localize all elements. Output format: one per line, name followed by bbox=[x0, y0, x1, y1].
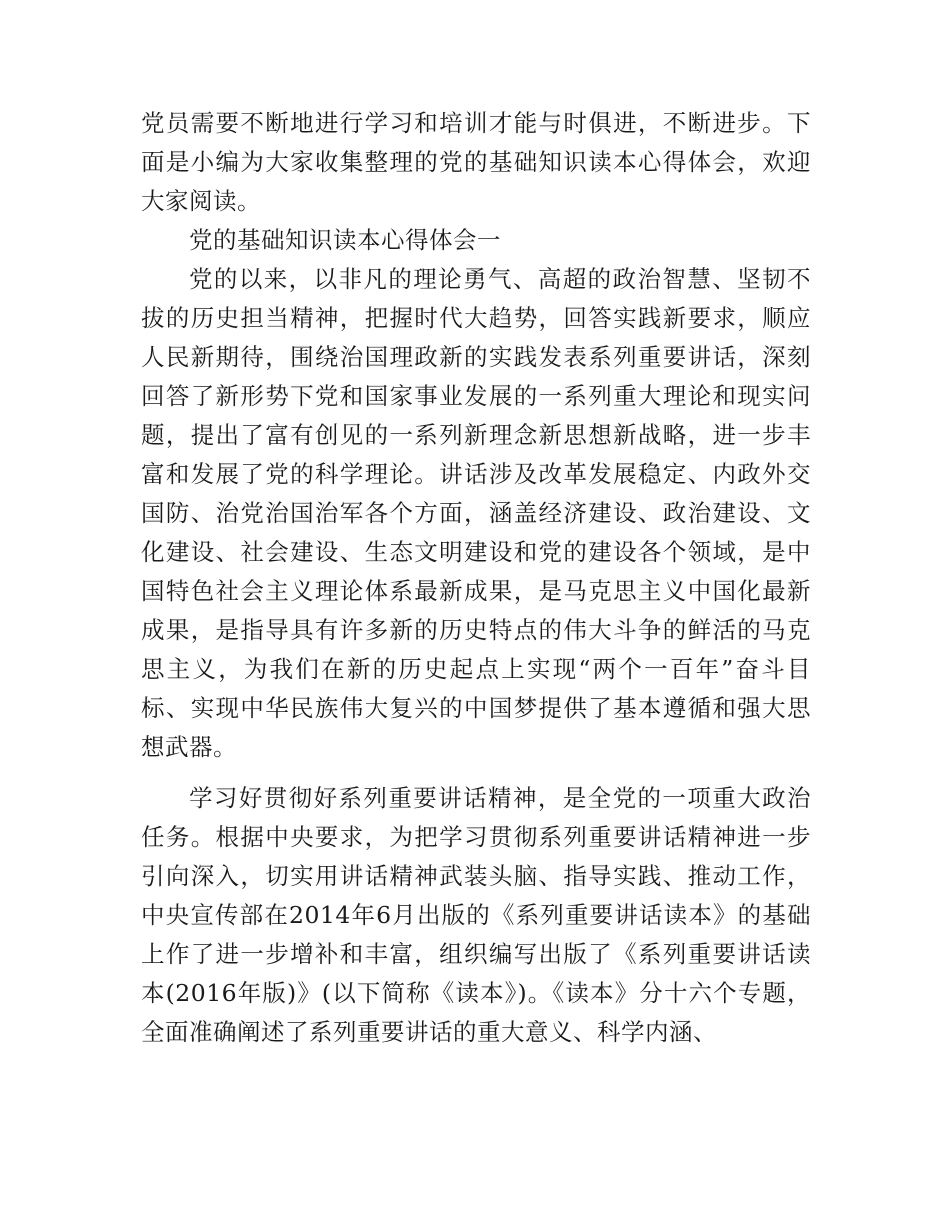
body-paragraph-1: 党的以来，以非凡的理论勇气、高超的政治智慧、坚韧不拔的历史担当精神，把握时代大趋势，回答实践新要求，顺应人民新期待，围绕治国理政新的实践发表系列重要讲话，深刻回答了新形势下党和国家事业发展的一系列重大理论和现实问题，提出了富有创见的一系列新理念新思想新战略，进一步丰富和发展了党的科学理论。讲话涉及改革发展稳定、内政外交国防、治党治国治军各个方面，涵盖经济建设、政治建设、文化建设、社会建设、生态文明建设和党的建设各个领域，是中国特色社会主义理论体系最新成果，是马克思主义中国化最新成果，是指导具有许多新的历史特点的伟大斗争的鲜活的马克思主义，为我们在新的历史起点上实现“两个一百年”奋斗目标、实现中华民族伟大复兴的中国梦提供了基本遵循和强大思想武器。 bbox=[141, 265, 811, 761]
intro-paragraph: 党员需要不断地进行学习和培训才能与时俱进，不断进步。下面是小编为大家收集整理的党的基础知识读本心得体会，欢迎大家阅读。 bbox=[141, 109, 811, 215]
body-paragraph-2: 学习好贯彻好系列重要讲话精神，是全党的一项重大政治任务。根据中央要求，为把学习贯彻系列重要讲话精神进一步引向深入，切实用讲话精神武装头脑、指导实践、推动工作，中央宣传部在2014年6月出版的《系列重要讲话读本》的基础上作了进一步增补和丰富，组织编写出版了《系列重要讲话读本(2016年版)》(以下简称《读本》)。《读本》分十六个专题，全面准确阐述了系列重要讲话的重大意义、科学内涵、 bbox=[141, 784, 811, 1046]
section-heading: 党的基础知识读本心得体会一 bbox=[189, 226, 501, 254]
document-body bbox=[141, 104, 811, 1052]
